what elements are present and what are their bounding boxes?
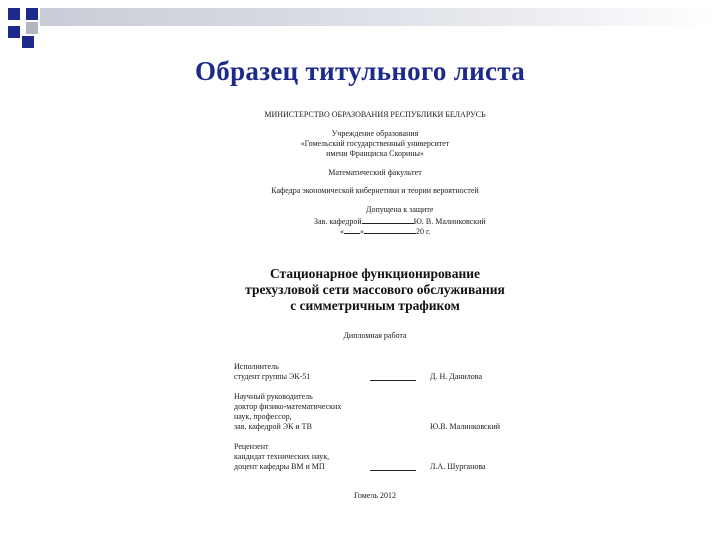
supervisor-role: Научный руководитель: [234, 392, 313, 401]
university-line: «Гомельский государственный университет: [300, 139, 450, 148]
work-type: Дипломная работа: [343, 331, 407, 340]
thesis-title-line: с симметричным трафиком: [290, 298, 460, 313]
title-page-sample: [230, 104, 520, 504]
decor-square: [8, 8, 20, 20]
day-underline: [344, 225, 360, 234]
department-line: Кафедра экономической кибернетики и теории вероятностей: [271, 186, 479, 195]
university-name-line: имени Франциска Скорины»: [326, 149, 424, 158]
decor-square: [26, 8, 38, 20]
signature-underline: [362, 215, 414, 224]
reviewer-signature-line: [370, 462, 416, 473]
reviewer-detail: кандидат технических наук,: [234, 452, 330, 461]
performer-role: Исполнитель: [234, 362, 279, 371]
decor-square: [8, 26, 20, 38]
thesis-title-line: трехузловой сети массового обслуживания: [245, 282, 505, 297]
month-underline: [364, 225, 416, 234]
supervisor-detail: наук, профессор,: [234, 412, 292, 421]
head-name: Ю. В. Малинковский: [413, 217, 486, 226]
supervisor-name: Ю.В. Малинковский: [430, 422, 501, 431]
institution-type: Учреждение образования: [331, 129, 419, 138]
thesis-title-line: Стационарное функционирование: [269, 266, 481, 281]
header-gradient-bar: [40, 8, 715, 26]
date-quote-close: »: [360, 227, 364, 236]
supervisor-detail: зав. кафедрой ЭК и ТВ: [234, 422, 312, 431]
reviewer-name: Л.А. Шурганова: [430, 462, 486, 471]
decor-square: [22, 36, 34, 48]
admitted-label: Допущена к защите: [366, 205, 434, 214]
slide-title: Образец титульного листа: [194, 56, 525, 86]
faculty-line: Математический факультет: [328, 168, 422, 177]
head-label: Зав. кафедрой: [314, 217, 362, 226]
date-year: 20 г.: [416, 227, 431, 236]
performer-signature-line: [370, 372, 416, 383]
performer-name: Д. Н. Данилова: [430, 372, 483, 381]
approval-date-line: [340, 225, 430, 236]
city-year: Гомель 2012: [353, 491, 397, 500]
ministry-line: МИНИСТЕРСТВО ОБРАЗОВАНИЯ РЕСПУБЛИКИ БЕЛАРУСЬ: [264, 110, 486, 119]
supervisor-detail: доктор физико-математических: [234, 402, 342, 411]
date-quote-open: «: [340, 227, 344, 236]
reviewer-role: Рецензент: [234, 442, 269, 451]
reviewer-detail: доцент кафедры ВМ и МП: [234, 462, 325, 471]
decor-square: [26, 22, 38, 34]
performer-detail: студент группы ЭК-51: [234, 372, 311, 381]
